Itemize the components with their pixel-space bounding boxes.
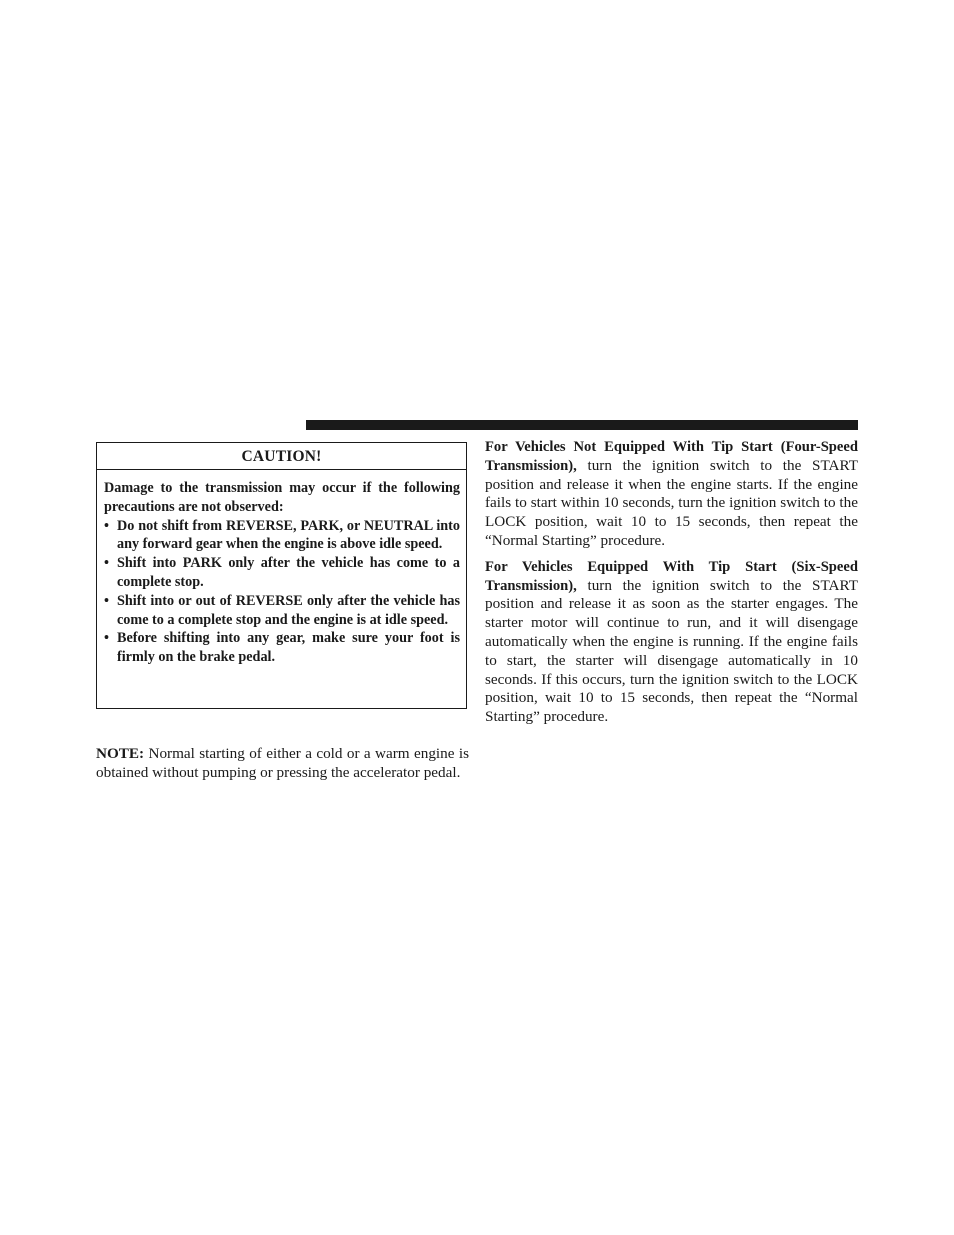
caution-item: • Shift into PARK only after the vehicle has come to a complete stop. bbox=[104, 555, 460, 590]
paragraph-six-speed bbox=[485, 558, 858, 727]
paragraph-text: turn the ignition switch to the START position and release it as soon as the starter engages. The starter motor will continue to run, and it will disengage automatically when the engine is running. If the engine fails to start, the starter will disengage automatically in 10 seconds. If this occurs, turn the ignition switch to the LOCK position, wait 10 to 15 seconds, then repeat the “Normal Starting” procedure. bbox=[485, 576, 858, 726]
caution-item: • Before shifting into any gear, make sure your foot is firmly on the brake pedal. bbox=[104, 630, 460, 666]
note-text: Normal starting of either a cold or a warm engine is obtained without pumping or pressing the accelerator pedal. bbox=[96, 745, 469, 781]
caution-item: • Do not shift from REVERSE, PARK, or NEUTRAL into any forward gear when the engine is above idle speed. bbox=[104, 517, 460, 553]
bullet-icon: • bbox=[104, 555, 109, 572]
paragraph-lead: For Vehicles Not Equipped With Tip Start (Four-Speed Transmission), bbox=[485, 439, 858, 474]
bullet-icon: • bbox=[104, 592, 109, 609]
caution-list bbox=[104, 517, 460, 667]
caution-item: • Shift into or out of REVERSE only after the vehicle has come to a complete stop and the engine is at idle speed. bbox=[104, 592, 460, 628]
note-paragraph bbox=[96, 744, 469, 782]
caution-intro: Damage to the transmission may occur if the following precautions are not observed: bbox=[104, 480, 460, 515]
right-column bbox=[485, 438, 858, 734]
paragraph-lead: For Vehicles Equipped With Tip Start (Six-Speed Transmission), bbox=[485, 558, 858, 594]
paragraph-four-speed bbox=[485, 438, 858, 551]
caution-body bbox=[97, 470, 466, 667]
caution-title: CAUTION! bbox=[97, 443, 466, 470]
section-header-bar bbox=[306, 420, 858, 430]
bullet-icon: • bbox=[104, 630, 109, 647]
bullet-icon: • bbox=[104, 517, 109, 534]
note-label: NOTE: bbox=[96, 745, 145, 762]
caution-box bbox=[96, 442, 467, 709]
paragraph-text: turn the ignition switch to the START position and release it when the engine starts. If the engine fails to start within 10 seconds, turn the ignition switch to the LOCK position, wait 10 to 15 seconds, then repeat the “Normal Starting” procedure. bbox=[485, 456, 858, 549]
